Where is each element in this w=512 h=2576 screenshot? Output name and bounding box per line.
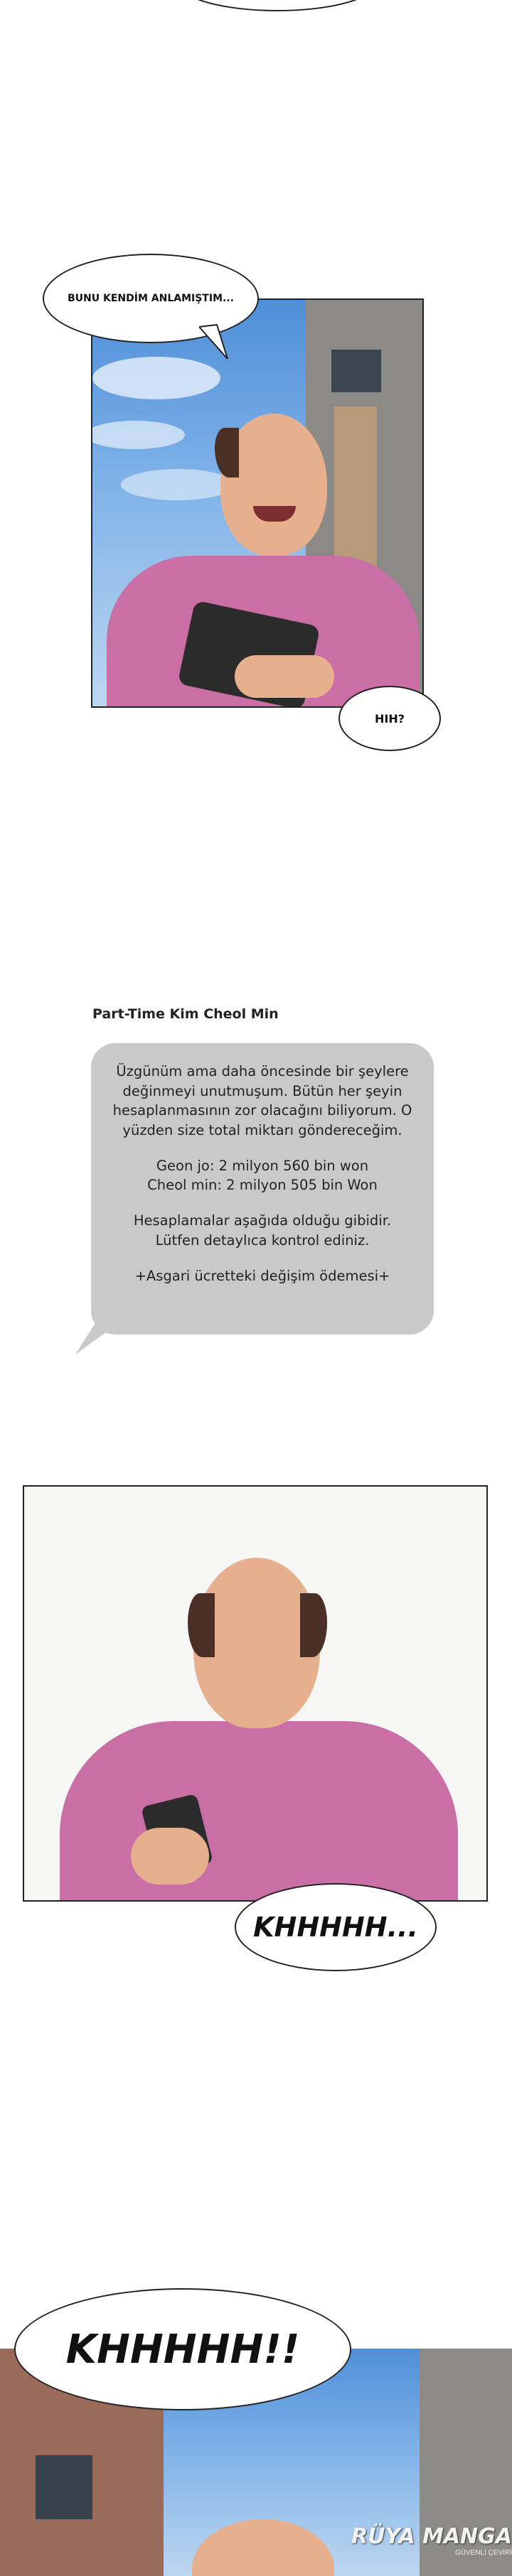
speech-bubble-2 bbox=[338, 686, 441, 751]
chat-message-bubble bbox=[91, 1043, 434, 1335]
man-hair-left bbox=[188, 1593, 215, 1657]
message-paragraph-3: Hesaplamalar aşağıda olduğu gibidir. Lütfen detaylıca kontrol ediniz. bbox=[133, 1212, 392, 1249]
watermark bbox=[306, 2524, 512, 2564]
sfx-bubble-1 bbox=[235, 1883, 437, 1971]
sfx-bubble-2 bbox=[14, 2288, 351, 2410]
watermark-tagline: GÜVENLİ ÇEVİRİ bbox=[454, 2549, 512, 2557]
panel-man-frowning-with-phone bbox=[23, 1485, 488, 1902]
message-paragraph-4: +Asgari ücretteki değişim ödemesi+ bbox=[134, 1267, 390, 1284]
message-line-geon: Geon jo: 2 milyon 560 bin won bbox=[156, 1157, 369, 1174]
partial-speech-bubble bbox=[171, 0, 384, 21]
panel-man-smiling-with-phone bbox=[91, 298, 424, 708]
building-window bbox=[331, 350, 381, 392]
watermark-brand: RÜYA MANGA bbox=[351, 2524, 512, 2549]
building-left-window bbox=[36, 2455, 92, 2519]
chat-bubble-tail bbox=[70, 1308, 112, 1357]
message-amounts bbox=[110, 1156, 415, 1195]
speech-bubble-1-text: BUNU KENDİM ANLAMIŞTIM... bbox=[68, 293, 234, 304]
hand bbox=[235, 655, 334, 698]
sfx-2-text: KHHHHH!! bbox=[65, 2326, 300, 2373]
speech-bubble-1-tail bbox=[199, 323, 242, 366]
man-shirt bbox=[60, 1721, 458, 1900]
sfx-1-text: KHHHHH... bbox=[253, 1912, 418, 1943]
hand bbox=[131, 1828, 209, 1885]
message-paragraph-1: Üzgünüm ama daha öncesinde bir şeylere değinmeyi unutmuşum. Bütün her şeyin hesaplanmasının zor olacağını biliyorum. O yüzden size total miktarı göndereceğim. bbox=[112, 1063, 412, 1139]
message-sender: Part-Time Kim Cheol Min bbox=[92, 1006, 279, 1022]
man-hair-right bbox=[300, 1593, 327, 1657]
speech-bubble-2-text: HIH? bbox=[374, 711, 405, 726]
message-line-cheol: Cheol min: 2 milyon 505 bin Won bbox=[147, 1177, 378, 1194]
